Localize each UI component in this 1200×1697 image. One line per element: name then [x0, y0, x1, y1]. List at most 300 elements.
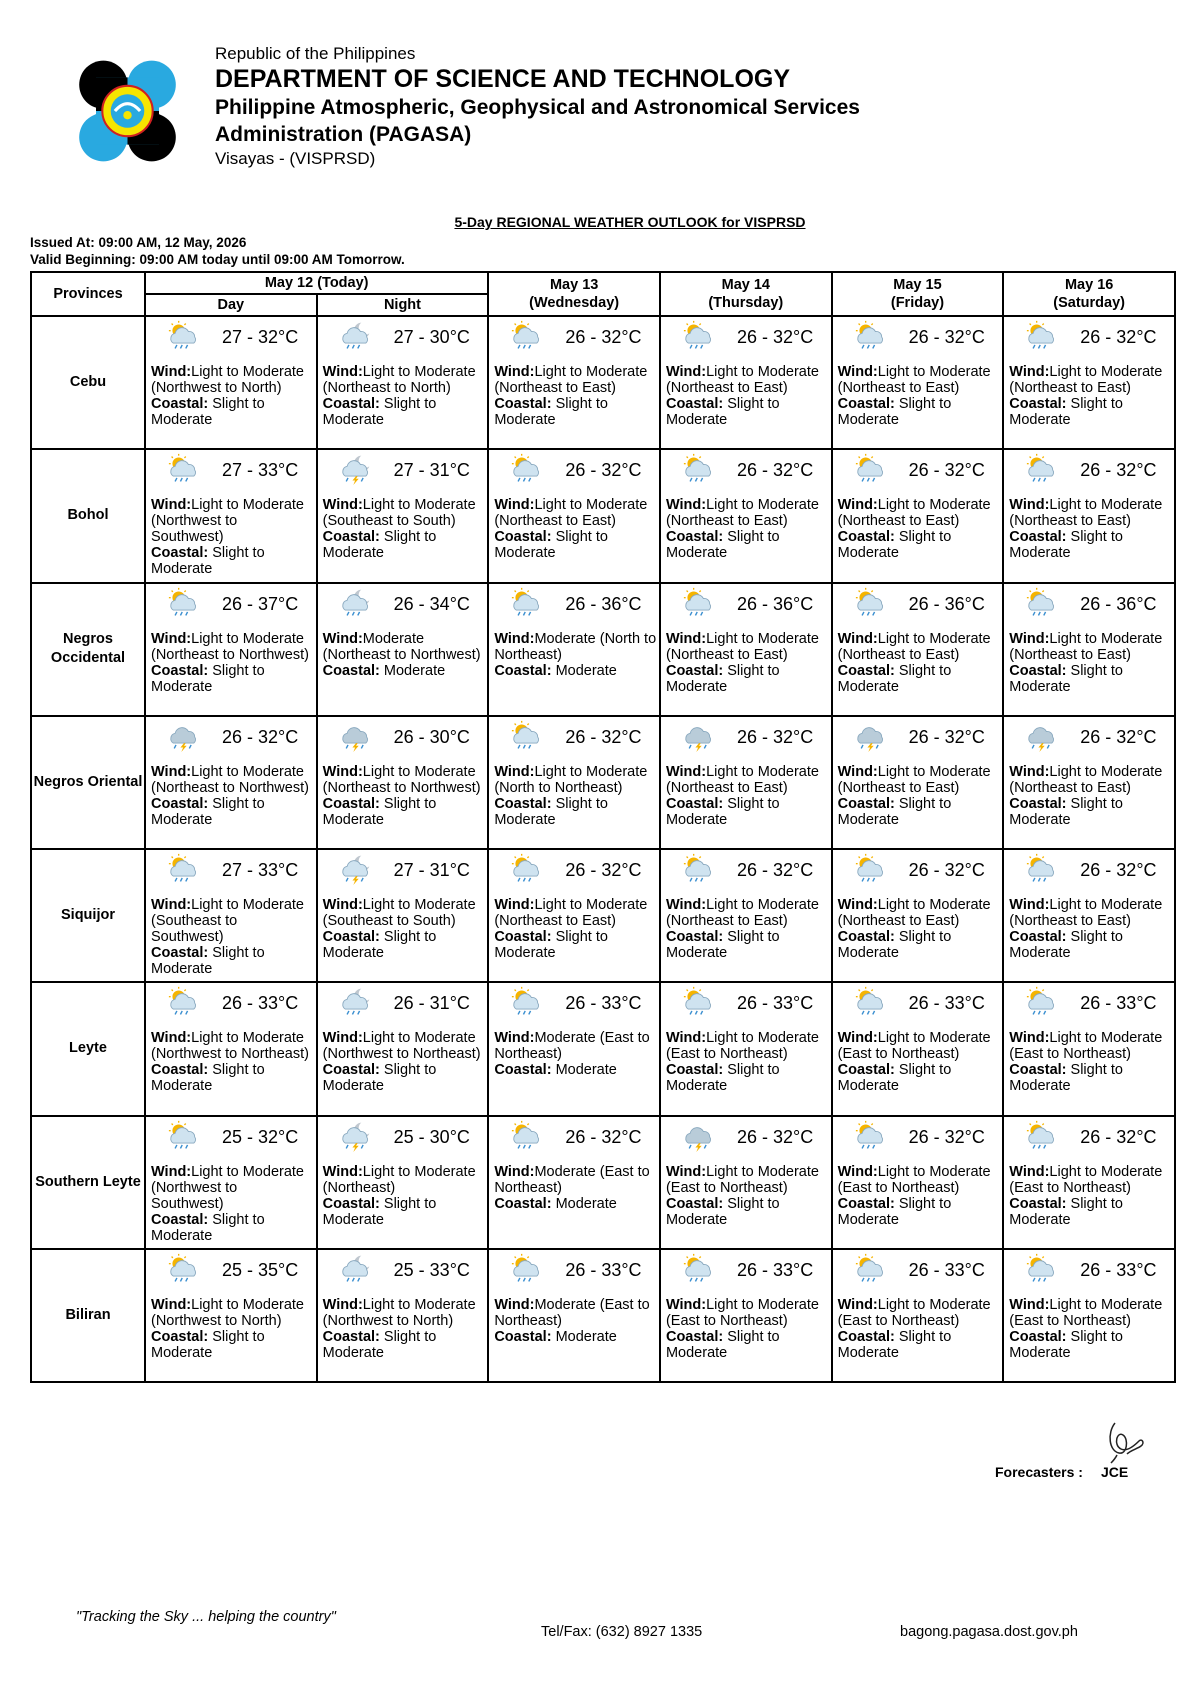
province-row [31, 716, 1175, 849]
wind-label: Wind: [494, 497, 535, 514]
temperature-range: 26 - 33°C [565, 993, 642, 1014]
forecast-description [666, 764, 829, 828]
agency-line2: Administration (PAGASA) [215, 123, 472, 146]
region-text: Visayas - (VISPRSD) [215, 149, 376, 168]
wind-value: Light to Moderate (Northeast) [322, 1163, 476, 1196]
forecast-description [494, 1030, 657, 1078]
forecaster-signature [1103, 1415, 1153, 1465]
wind-label: Wind: [322, 630, 363, 647]
temperature-range: 26 - 34°C [393, 593, 470, 614]
wind-label: Wind: [1009, 1163, 1050, 1180]
sun-cloud-rain-icon [507, 1253, 547, 1285]
coastal-value: Slight to Moderate [1009, 529, 1123, 562]
sun-cloud-rain-icon [851, 453, 891, 485]
wind-label: Wind: [1009, 1296, 1050, 1313]
sun-cloud-rain-icon [1022, 986, 1062, 1018]
province-row [31, 982, 1175, 1115]
provinces-header: Provinces [31, 272, 145, 316]
forecast-description [666, 1030, 829, 1094]
forecast-cell [145, 1249, 317, 1382]
province-row [31, 449, 1175, 582]
wind-label: Wind: [151, 364, 192, 380]
wind-label: Wind: [665, 897, 707, 913]
forecast-cell [317, 1249, 489, 1382]
moon-cloud-storm-icon [336, 1120, 376, 1152]
province-name: Bohol [31, 449, 145, 582]
pagasa-logo [75, 56, 180, 166]
forecast-description [666, 631, 829, 695]
website: bagong.pagasa.dost.gov.ph [900, 1624, 1078, 1640]
wind-value: Light to Moderate (Northeast to East) [1009, 630, 1163, 663]
sun-cloud-rain-icon [679, 320, 719, 352]
coastal-value: Slight to Moderate [665, 929, 780, 961]
sun-cloud-rain-icon [507, 986, 547, 1018]
forecast-cell [1003, 583, 1175, 716]
coastal-label: Coastal: [665, 529, 724, 546]
forecast-cell [317, 583, 489, 716]
temperature-range: 27 - 31°C [393, 860, 470, 880]
province-row [31, 849, 1175, 982]
temperature-range: 27 - 33°C [222, 460, 299, 481]
temperature-range: 26 - 32°C [1080, 327, 1157, 347]
wind-value: Light to Moderate (East to Northeast) [1009, 1030, 1163, 1063]
wind-value: Light to Moderate (Northeast to East) [665, 897, 819, 929]
forecast-cell [317, 316, 489, 449]
province-row [31, 1116, 1175, 1249]
moon-cloud-rain-icon [336, 587, 376, 619]
coastal-value: Slight to Moderate [665, 1195, 780, 1228]
wind-value: Light to Moderate (Northeast to East) [837, 497, 991, 530]
coastal-value: Slight to Moderate [1009, 929, 1123, 961]
sun-cloud-rain-icon [507, 453, 547, 485]
wind-label: Wind: [151, 497, 192, 514]
temperature-range: 27 - 33°C [222, 860, 299, 880]
coastal-label: Coastal: [837, 795, 895, 812]
coastal-value: Slight to Moderate [494, 396, 608, 428]
coastal-value: Slight to Moderate [494, 929, 608, 961]
wind-label: Wind: [151, 1030, 192, 1047]
sun-cloud-rain-icon [679, 1253, 719, 1285]
wind-label: Wind: [1009, 1030, 1050, 1047]
coastal-label: Coastal: [665, 662, 724, 679]
forecast-description [151, 497, 314, 577]
coastal-label: Coastal: [151, 396, 209, 412]
temperature-range: 26 - 32°C [908, 460, 985, 481]
wind-value: Light to Moderate (North to Northeast) [494, 763, 648, 796]
wind-label: Wind: [322, 897, 363, 913]
forecast-cell [832, 1116, 1004, 1249]
coastal-label: Coastal: [322, 1195, 380, 1212]
wind-value: Moderate (North to Northeast) [494, 630, 657, 663]
temperature-range: 26 - 32°C [1080, 1126, 1157, 1147]
coastal-label: Coastal: [1009, 795, 1067, 812]
coastal-value: Slight to Moderate [1009, 1328, 1123, 1361]
coastal-value: Slight to Moderate [1009, 795, 1123, 828]
temperature-range: 26 - 32°C [736, 460, 814, 481]
forecast-description [838, 1297, 1001, 1361]
coastal-value: Slight to Moderate [665, 1328, 780, 1361]
wind-value: Light to Moderate (Southeast to South) [322, 897, 476, 929]
forecast-cell [145, 1116, 317, 1249]
wind-label: Wind: [837, 364, 878, 380]
coastal-label: Coastal: [151, 795, 209, 812]
forecast-cell [832, 716, 1004, 849]
forecast-cell [317, 449, 489, 582]
cloud-storm-icon [851, 720, 891, 752]
wind-value: Light to Moderate (Northwest to Southwest) [151, 1163, 304, 1212]
coastal-value: Slight to Moderate [837, 1195, 952, 1228]
wind-label: Wind: [322, 364, 363, 380]
wind-label: Wind: [494, 630, 535, 647]
temperature-range: 26 - 36°C [1080, 593, 1157, 614]
wind-label: Wind: [665, 1296, 707, 1313]
coastal-value: Slight to Moderate [322, 396, 437, 428]
coastal-value: Slight to Moderate [665, 1062, 780, 1095]
moon-cloud-rain-icon [336, 986, 376, 1018]
sun-cloud-rain-icon [679, 453, 719, 485]
forecast-description [1009, 764, 1172, 828]
temperature-range: 26 - 33°C [222, 993, 299, 1014]
moon-cloud-storm-icon [336, 853, 376, 885]
forecast-cell [832, 583, 1004, 716]
temperature-range: 26 - 32°C [1080, 726, 1157, 747]
forecasters-label: Forecasters : [995, 1464, 1083, 1480]
issue-info [30, 234, 405, 268]
sun-cloud-rain-icon [164, 320, 204, 352]
letterhead [70, 44, 1070, 184]
temperature-range: 26 - 32°C [736, 726, 814, 747]
wind-value: Light to Moderate (Northeast to East) [1009, 763, 1163, 796]
wind-label: Wind: [837, 1163, 878, 1180]
wind-value: Light to Moderate (Northwest to North) [151, 1296, 304, 1329]
cloud-storm-icon [679, 1120, 719, 1152]
wind-label: Wind: [322, 1296, 363, 1313]
sun-cloud-rain-icon [851, 587, 891, 619]
temperature-range: 26 - 32°C [908, 726, 985, 747]
wind-label: Wind: [665, 1163, 707, 1180]
forecast-description [151, 364, 314, 428]
forecast-description [838, 897, 1001, 961]
coastal-label: Coastal: [665, 1328, 724, 1345]
coastal-value: Slight to Moderate [151, 545, 265, 578]
sun-cloud-rain-icon [851, 320, 891, 352]
province-row [31, 583, 1175, 716]
wind-label: Wind: [322, 1163, 363, 1180]
wind-value: Moderate (East to Northeast) [494, 1296, 650, 1329]
forecast-cell [145, 716, 317, 849]
coastal-label: Coastal: [494, 1328, 552, 1345]
coastal-label: Coastal: [837, 929, 895, 945]
coastal-label: Coastal: [837, 1328, 895, 1345]
temperature-range: 26 - 32°C [736, 327, 814, 347]
forecast-cell [488, 716, 660, 849]
coastal-label: Coastal: [665, 1062, 724, 1079]
coastal-value: Slight to Moderate [151, 662, 265, 695]
forecast-cell [488, 449, 660, 582]
sun-cloud-rain-icon [851, 986, 891, 1018]
day-header-may15: May 15 (Friday) [832, 272, 1004, 316]
coastal-label: Coastal: [322, 1328, 380, 1345]
coastal-label: Coastal: [494, 1062, 552, 1079]
wind-value: Light to Moderate (East to Northeast) [1009, 1163, 1163, 1196]
cloud-storm-icon [164, 720, 204, 752]
forecast-cell [317, 849, 489, 982]
forecast-cell [488, 583, 660, 716]
forecast-description [323, 1297, 486, 1361]
wind-value: Moderate (Northeast to Northwest) [322, 630, 481, 663]
coastal-label: Coastal: [1009, 396, 1067, 412]
coastal-value: Slight to Moderate [837, 1328, 952, 1361]
coastal-value: Slight to Moderate [665, 396, 780, 428]
coastal-value: Slight to Moderate [322, 795, 437, 828]
forecast-cell [660, 849, 832, 982]
coastal-label: Coastal: [494, 529, 552, 546]
cloud-storm-icon [336, 720, 376, 752]
sun-cloud-rain-icon [164, 986, 204, 1018]
wind-value: Light to Moderate (Northeast to Northwest) [322, 763, 481, 796]
wind-label: Wind: [494, 897, 535, 913]
forecast-cell [832, 316, 1004, 449]
coastal-value: Slight to Moderate [1009, 1195, 1123, 1228]
forecast-description [1009, 497, 1172, 561]
forecast-description [151, 1297, 314, 1361]
sun-cloud-rain-icon [507, 1120, 547, 1152]
today-day-header: Day [145, 294, 317, 316]
wind-label: Wind: [494, 364, 535, 380]
coastal-value: Slight to Moderate [151, 1062, 265, 1095]
sun-cloud-rain-icon [1022, 587, 1062, 619]
forecast-description [323, 364, 486, 428]
wind-value: Light to Moderate (East to Northeast) [837, 1030, 991, 1063]
wind-label: Wind: [151, 1163, 192, 1180]
temperature-range: 26 - 32°C [736, 860, 814, 880]
forecast-description [151, 764, 314, 828]
wind-value: Light to Moderate (Northeast to East) [494, 364, 648, 396]
coastal-label: Coastal: [494, 1195, 552, 1212]
temperature-range: 26 - 36°C [908, 593, 985, 614]
telfax: Tel/Fax: (632) 8927 1335 [541, 1624, 703, 1640]
today-night-header: Night [317, 294, 489, 316]
temperature-range: 25 - 30°C [393, 1126, 470, 1147]
wind-value: Light to Moderate (East to Northeast) [665, 1030, 819, 1063]
forecast-description [494, 1164, 657, 1212]
coastal-value: Moderate [555, 662, 617, 679]
coastal-label: Coastal: [1009, 529, 1067, 546]
wind-label: Wind: [837, 630, 878, 647]
forecast-description [838, 364, 1001, 428]
forecast-cell [832, 849, 1004, 982]
wind-label: Wind: [494, 763, 535, 780]
forecast-description [838, 764, 1001, 828]
province-name: Siquijor [31, 849, 145, 982]
sun-cloud-rain-icon [679, 853, 719, 885]
forecast-cell [660, 316, 832, 449]
wind-label: Wind: [665, 763, 707, 780]
forecast-cell [1003, 449, 1175, 582]
province-name: Negros Oriental [31, 716, 145, 849]
forecast-description [666, 1164, 829, 1228]
province-name: Southern Leyte [31, 1116, 145, 1249]
forecast-cell [660, 449, 832, 582]
coastal-label: Coastal: [322, 929, 380, 945]
temperature-range: 26 - 36°C [736, 593, 814, 614]
wind-label: Wind: [837, 1030, 878, 1047]
forecast-description [838, 1030, 1001, 1094]
sun-cloud-rain-icon [507, 720, 547, 752]
sun-cloud-rain-icon [507, 320, 547, 352]
forecast-description [1009, 897, 1172, 961]
valid-beginning: Valid Beginning: 09:00 AM today until 09:00 AM Tomorrow. [30, 252, 405, 267]
forecast-description [151, 897, 314, 977]
coastal-label: Coastal: [494, 396, 552, 412]
wind-label: Wind: [1009, 364, 1050, 380]
sun-cloud-rain-icon [164, 1253, 204, 1285]
today-header: May 12 (Today) [145, 272, 488, 294]
forecast-description [323, 764, 486, 828]
coastal-label: Coastal: [1009, 1195, 1067, 1212]
province-name: Negros Occidental [31, 583, 145, 716]
coastal-label: Coastal: [494, 795, 552, 812]
forecast-cell [1003, 716, 1175, 849]
coastal-value: Slight to Moderate [322, 529, 437, 562]
forecast-description [666, 1297, 829, 1361]
forecast-cell [488, 982, 660, 1115]
forecast-description [1009, 1297, 1172, 1361]
document-title: 5-Day REGIONAL WEATHER OUTLOOK for VISPRSD [454, 214, 806, 230]
forecast-description [838, 631, 1001, 695]
forecast-cell [660, 1116, 832, 1249]
coastal-label: Coastal: [151, 1062, 209, 1079]
coastal-label: Coastal: [151, 1328, 209, 1345]
wind-value: Light to Moderate (Northwest to Northeast) [151, 1030, 309, 1063]
sun-cloud-rain-icon [507, 587, 547, 619]
coastal-label: Coastal: [665, 1195, 724, 1212]
forecast-cell [660, 583, 832, 716]
temperature-range: 27 - 31°C [393, 460, 470, 481]
temperature-range: 26 - 32°C [736, 1126, 814, 1147]
wind-value: Light to Moderate (Northeast to East) [494, 897, 648, 929]
wind-label: Wind: [837, 497, 878, 514]
coastal-value: Slight to Moderate [665, 795, 780, 828]
temperature-range: 25 - 35°C [222, 1259, 299, 1280]
temperature-range: 27 - 32°C [222, 327, 299, 347]
coastal-value: Slight to Moderate [837, 662, 952, 695]
coastal-label: Coastal: [151, 1211, 209, 1228]
forecast-description [151, 631, 314, 695]
temperature-range: 26 - 37°C [222, 593, 299, 614]
forecast-cell [145, 449, 317, 582]
forecast-cell [1003, 1116, 1175, 1249]
wind-value: Light to Moderate (Southeast to Southwest) [151, 897, 304, 945]
temperature-range: 26 - 32°C [908, 1126, 985, 1147]
province-row [31, 1249, 1175, 1382]
wind-label: Wind: [1009, 497, 1050, 514]
wind-label: Wind: [1009, 630, 1050, 647]
forecast-description [1009, 1030, 1172, 1094]
wind-label: Wind: [665, 497, 707, 514]
wind-label: Wind: [1009, 763, 1050, 780]
temperature-range: 26 - 32°C [908, 860, 985, 880]
wind-label: Wind: [151, 1296, 192, 1313]
forecast-cell [317, 982, 489, 1115]
day-header-may13: May 13 (Wednesday) [488, 272, 660, 316]
temperature-range: 26 - 32°C [565, 327, 642, 347]
temperature-range: 27 - 30°C [393, 327, 470, 347]
moon-cloud-rain-icon [336, 320, 376, 352]
coastal-label: Coastal: [322, 529, 380, 546]
forecast-cell [145, 982, 317, 1115]
forecast-cell [832, 982, 1004, 1115]
coastal-value: Moderate [555, 1195, 617, 1212]
wind-value: Light to Moderate (Northwest to Northeast) [322, 1030, 481, 1063]
coastal-value: Slight to Moderate [151, 1328, 265, 1361]
moon-cloud-storm-icon [336, 453, 376, 485]
coastal-label: Coastal: [837, 1062, 895, 1079]
forecast-description [323, 1164, 486, 1228]
wind-value: Light to Moderate (Northeast to East) [837, 763, 991, 796]
weather-outlook-table [30, 271, 1176, 1383]
sun-cloud-rain-icon [851, 1253, 891, 1285]
temperature-range: 26 - 32°C [1080, 460, 1157, 481]
coastal-label: Coastal: [322, 662, 380, 679]
coastal-value: Slight to Moderate [1009, 1062, 1123, 1095]
forecast-cell [832, 449, 1004, 582]
day-header-may16: May 16 (Saturday) [1003, 272, 1175, 316]
coastal-label: Coastal: [1009, 1062, 1067, 1079]
wind-value: Light to Moderate (Northwest to North) [322, 1296, 476, 1329]
forecasters-name: JCE [1100, 1464, 1129, 1480]
forecast-description [666, 364, 829, 428]
coastal-label: Coastal: [322, 1062, 380, 1079]
coastal-value: Slight to Moderate [837, 1062, 952, 1095]
wind-value: Light to Moderate (East to Northeast) [1009, 1296, 1163, 1329]
forecast-cell [1003, 982, 1175, 1115]
forecast-description [323, 631, 486, 679]
coastal-label: Coastal: [837, 396, 895, 412]
sun-cloud-rain-icon [1022, 1120, 1062, 1152]
coastal-label: Coastal: [837, 1195, 895, 1212]
forecast-description [494, 497, 657, 561]
coastal-value: Slight to Moderate [322, 1328, 437, 1361]
forecast-description [1009, 364, 1172, 428]
sun-cloud-rain-icon [851, 853, 891, 885]
wind-value: Light to Moderate (Northeast to East) [1009, 364, 1163, 396]
wind-value: Light to Moderate (Northeast to East) [1009, 497, 1163, 530]
coastal-label: Coastal: [322, 795, 380, 812]
wind-value: Light to Moderate (Northeast to East) [494, 497, 648, 530]
coastal-label: Coastal: [151, 545, 209, 562]
coastal-label: Coastal: [1009, 929, 1067, 945]
forecast-description [1009, 1164, 1172, 1228]
province-name: Biliran [31, 1249, 145, 1382]
coastal-value: Slight to Moderate [494, 795, 608, 828]
wind-label: Wind: [665, 1030, 707, 1047]
sun-cloud-rain-icon [679, 587, 719, 619]
temperature-range: 25 - 32°C [222, 1126, 299, 1147]
coastal-value: Slight to Moderate [151, 795, 265, 828]
wind-value: Light to Moderate (Northwest to North) [151, 364, 304, 396]
wind-label: Wind: [837, 897, 878, 913]
forecast-cell [317, 716, 489, 849]
coastal-value: Slight to Moderate [1009, 662, 1123, 695]
coastal-value: Slight to Moderate [322, 1195, 437, 1228]
coastal-label: Coastal: [665, 929, 724, 945]
temperature-range: 26 - 33°C [736, 993, 814, 1014]
forecast-description [494, 1297, 657, 1345]
sun-cloud-rain-icon [507, 853, 547, 885]
forecast-cell [1003, 849, 1175, 982]
forecast-cell [145, 316, 317, 449]
